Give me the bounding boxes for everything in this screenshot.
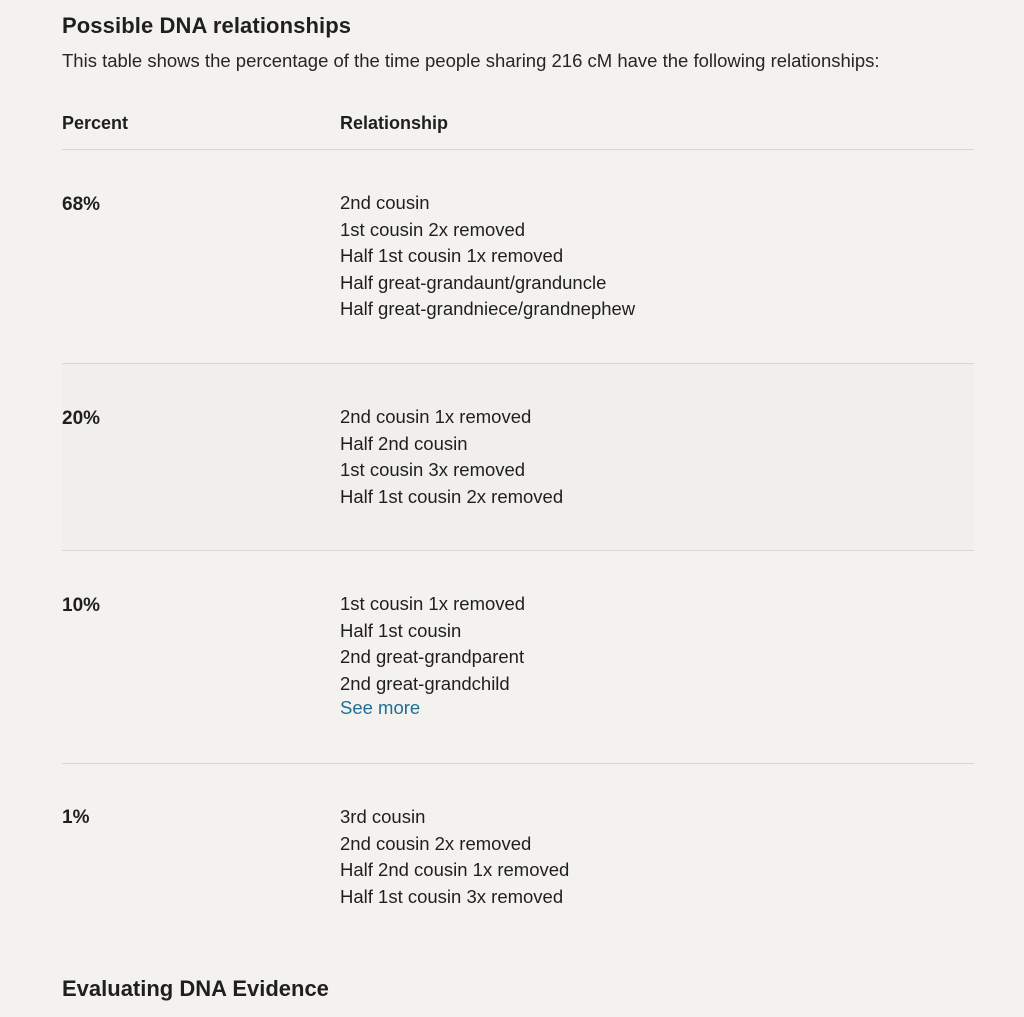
see-more-link[interactable]: See more xyxy=(340,697,421,718)
relationship-list xyxy=(340,404,563,510)
relationship-item: Half great-grandniece/grandnephew xyxy=(340,298,636,320)
next-section-title: Evaluating DNA Evidence xyxy=(62,976,329,1001)
table-header xyxy=(62,113,974,150)
relationship-item: 1st cousin 1x removed xyxy=(340,593,526,614)
relationship-item: 1st cousin 2x removed xyxy=(340,218,526,240)
relationship-item: 3rd cousin xyxy=(340,806,426,827)
row-percent: 20% xyxy=(62,408,101,429)
header-percent: Percent xyxy=(62,113,129,133)
relationship-list xyxy=(340,804,569,910)
section-intro: This table shows the percentage of the time people sharing 216 cM have the following relationships: xyxy=(62,50,880,71)
relationship-item: 1st cousin 3x removed xyxy=(340,459,526,481)
table-row xyxy=(62,364,974,551)
row-percent: 1% xyxy=(62,807,90,828)
relationship-item: Half 1st cousin xyxy=(340,619,462,641)
relationship-item: Half 1st cousin 2x removed xyxy=(340,485,564,507)
relationship-item: 2nd cousin 1x removed xyxy=(340,406,532,427)
relationship-item: 2nd great-grandchild xyxy=(340,672,510,694)
row-percent: 68% xyxy=(62,194,101,215)
relationship-item: Half 1st cousin 3x removed xyxy=(340,885,564,907)
relationship-item: Half 2nd cousin xyxy=(340,432,468,454)
relationship-item: Half 2nd cousin 1x removed xyxy=(340,859,570,881)
relationship-list xyxy=(340,190,635,323)
row-percent: 10% xyxy=(62,595,101,616)
relationship-item: Half great-grandaunt/granduncle xyxy=(340,271,607,293)
relationship-item: 2nd great-grandparent xyxy=(340,646,525,668)
relationship-item: Half 1st cousin 1x removed xyxy=(340,245,564,267)
table-row xyxy=(62,764,974,934)
relationship-item: 2nd cousin 2x removed xyxy=(340,832,532,854)
relationship-item: 2nd cousin xyxy=(340,192,430,213)
table-row xyxy=(62,150,974,364)
header-relationship: Relationship xyxy=(340,113,449,133)
table-row xyxy=(62,551,974,764)
relationship-list xyxy=(340,591,525,697)
section-title: Possible DNA relationships xyxy=(62,13,352,38)
